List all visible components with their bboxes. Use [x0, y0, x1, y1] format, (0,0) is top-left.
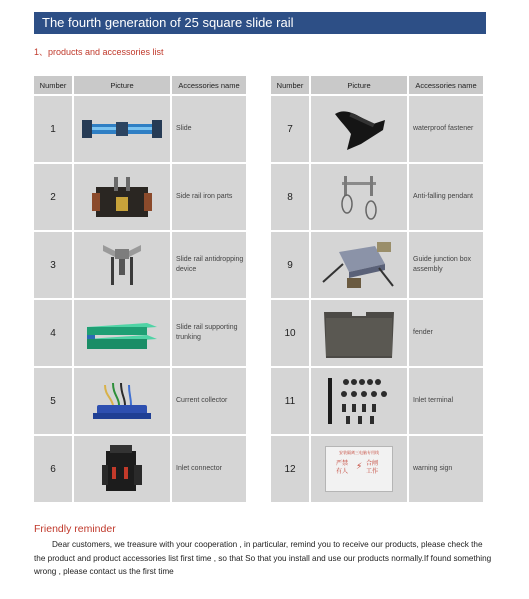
row-picture	[74, 96, 170, 162]
row-number: 5	[34, 368, 72, 434]
row-name: Slide	[172, 96, 246, 162]
row-picture	[74, 164, 170, 230]
row-picture	[311, 164, 407, 230]
header-picture: Picture	[311, 76, 407, 94]
row-name: Anti-falling pendant	[409, 164, 483, 230]
table-row	[34, 300, 246, 366]
row-picture	[311, 232, 407, 298]
row-number: 4	[34, 300, 72, 366]
table-row	[271, 96, 483, 162]
row-name: Slide rail supporting trunking	[172, 300, 246, 366]
row-name: fender	[409, 300, 483, 366]
header-name: Accessories name	[409, 76, 483, 94]
accessories-table-right	[269, 74, 485, 504]
warning-sign-line: 合闸	[366, 460, 379, 467]
table-row	[271, 232, 483, 298]
junction-box-icon	[319, 238, 399, 292]
pendant-icon	[334, 172, 384, 222]
row-name: waterproof fastener	[409, 96, 483, 162]
row-number: 9	[271, 232, 309, 298]
antidropping-device-icon	[97, 239, 147, 291]
inlet-terminal-icon	[324, 374, 394, 428]
table-row	[34, 368, 246, 434]
section-heading: 1、products and accessories list	[34, 47, 164, 57]
row-picture	[311, 96, 407, 162]
warning-sign-icon	[325, 446, 393, 492]
header-number: Number	[34, 76, 72, 94]
trunking-icon	[85, 313, 159, 353]
row-name: Side rail iron parts	[172, 164, 246, 230]
row-name: Inlet connector	[172, 436, 246, 502]
row-picture	[311, 300, 407, 366]
row-number: 10	[271, 300, 309, 366]
header-number: Number	[271, 76, 309, 94]
table-row	[271, 436, 483, 502]
row-picture	[74, 436, 170, 502]
header-picture: Picture	[74, 76, 170, 94]
row-number: 8	[271, 164, 309, 230]
row-number: 7	[271, 96, 309, 162]
iron-parts-icon	[92, 173, 152, 221]
row-name: Guide junction box assembly	[409, 232, 483, 298]
row-number: 6	[34, 436, 72, 502]
row-name: Inlet terminal	[409, 368, 483, 434]
warning-sign-line: 有人	[336, 468, 349, 475]
warning-sign-header: 安装隔离三电脑专用线	[339, 450, 379, 455]
table-row	[271, 300, 483, 366]
fender-icon	[322, 306, 396, 360]
slide-rail-icon	[82, 114, 162, 144]
table-row	[34, 96, 246, 162]
row-picture	[74, 232, 170, 298]
table-row	[34, 232, 246, 298]
row-name: Current collector	[172, 368, 246, 434]
row-number: 11	[271, 368, 309, 434]
row-number: 12	[271, 436, 309, 502]
page-title-banner	[34, 12, 486, 34]
table-header-row	[271, 76, 483, 94]
table-row	[271, 368, 483, 434]
header-name: Accessories name	[172, 76, 246, 94]
row-name: warning sign	[409, 436, 483, 502]
accessories-table-left	[32, 74, 248, 504]
row-picture	[74, 368, 170, 434]
table-header-row	[34, 76, 246, 94]
row-picture	[74, 300, 170, 366]
table-row	[34, 436, 246, 502]
row-number: 3	[34, 232, 72, 298]
lightning-bolt-icon: ⚡	[356, 462, 363, 472]
warning-sign-line: 严禁	[336, 460, 349, 467]
row-picture	[311, 436, 407, 502]
waterproof-fastener-icon	[327, 104, 391, 154]
table-row	[271, 164, 483, 230]
reminder-body: Dear customers, we treasure with your cooperation , in particular, remind you to receive our products, please check the the product and product accessories list first time , so that So that you install and use our products normally.If found something wrong , please contact us the first time	[34, 540, 492, 576]
warning-sign-line: 工作	[366, 468, 379, 475]
row-number: 1	[34, 96, 72, 162]
current-collector-icon	[91, 379, 153, 423]
inlet-connector-icon	[98, 441, 146, 497]
row-picture	[311, 368, 407, 434]
row-number: 2	[34, 164, 72, 230]
row-name: Slide rail antidropping device	[172, 232, 246, 298]
reminder-title: Friendly reminder	[34, 523, 116, 535]
table-row	[34, 164, 246, 230]
page-title: The fourth generation of 25 square slide rail	[42, 15, 294, 30]
